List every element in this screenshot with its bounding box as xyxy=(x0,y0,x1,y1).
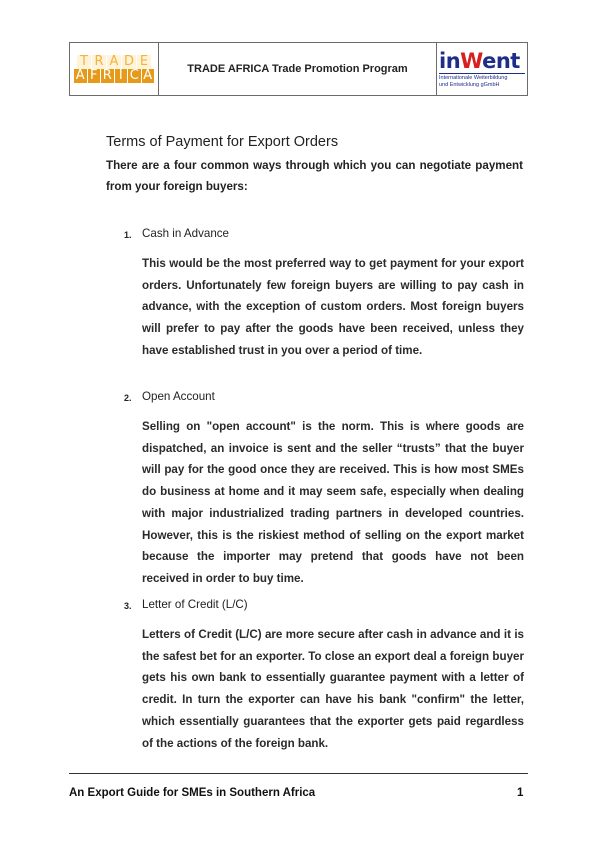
logo-letter: A xyxy=(143,68,153,83)
invent-logo-cell xyxy=(437,43,527,95)
invent-wordmark-a: in xyxy=(439,49,461,73)
invent-wordmark xyxy=(439,50,525,72)
invent-tagline-2: und Entwicklung gGmbH xyxy=(439,81,500,88)
trade-africa-logo-cell xyxy=(70,43,159,95)
logo-letter: F xyxy=(88,69,101,83)
logo-letter: A xyxy=(75,68,85,83)
logo-letter: R xyxy=(92,55,106,69)
item-heading: Cash in Advance xyxy=(142,227,230,240)
footer-title: An Export Guide for SMEs in Southern Africa xyxy=(69,787,316,799)
item-number: 1. xyxy=(124,230,132,240)
item-heading: Open Account xyxy=(142,390,215,403)
page-number: 1 xyxy=(517,787,524,799)
logo-letter: T xyxy=(77,55,91,69)
logo-row-trade xyxy=(74,55,154,69)
intro-paragraph: There are a four common ways through which you can negotiate payment from your foreign buyers: xyxy=(106,159,523,193)
item-body: Letters of Credit (L/C) are more secure after cash in advance and it is the safest bet for an exporter. To close an export deal a foreign buyer gets his own bank to essentially guarantee payment with a letter of credit. In turn the exporter can have his bank "confirm" the letter, which essentially guarantees that the exporter gets paid regardless of the actions of the foreign bank. xyxy=(142,628,524,750)
invent-logo xyxy=(439,50,525,88)
invent-tagline xyxy=(439,73,525,88)
logo-letter: C xyxy=(129,68,139,83)
invent-wordmark-b: W xyxy=(460,49,483,73)
logo-row-africa xyxy=(74,69,154,83)
logo-letter: A xyxy=(107,55,121,69)
item-body: Selling on "open account" is the norm. This is where goods are dispatched, an invoice is sent and the seller “trusts” that the buyer will pay for the good once they are received. This is how most SMEs do business at home and it may seem safe, especially when dealing with major industrialized trading partners in developed countries. However, this is the riskiest method of selling on the export market because the importer may pretend that goods have not been received in order to buy time. xyxy=(142,420,524,585)
item-number: 2. xyxy=(124,393,132,403)
page-header xyxy=(69,42,528,96)
footer-divider xyxy=(69,773,528,774)
invent-tagline-1: Internationale Weiterbildung xyxy=(439,75,508,81)
logo-letter: I xyxy=(115,69,128,83)
item-heading: Letter of Credit (L/C) xyxy=(142,598,248,611)
logo-letter: R xyxy=(102,68,112,83)
invent-wordmark-c: ent xyxy=(482,49,520,73)
header-title: TRADE AFRICA Trade Promotion Program xyxy=(159,43,437,95)
logo-letter: E xyxy=(137,55,151,69)
logo-letter: D xyxy=(123,54,134,69)
item-body: This would be the most preferred way to get payment for your export orders. Unfortunately few foreign buyers are willing to pay cash in advance, with the exception of custom orders. Most foreign buyers will prefer to pay after the goods have been received, unless they have established trust in you over a period of time. xyxy=(142,257,524,357)
section-title: Terms of Payment for Export Orders xyxy=(106,134,339,150)
item-number: 3. xyxy=(124,601,132,611)
trade-africa-logo xyxy=(74,55,154,83)
